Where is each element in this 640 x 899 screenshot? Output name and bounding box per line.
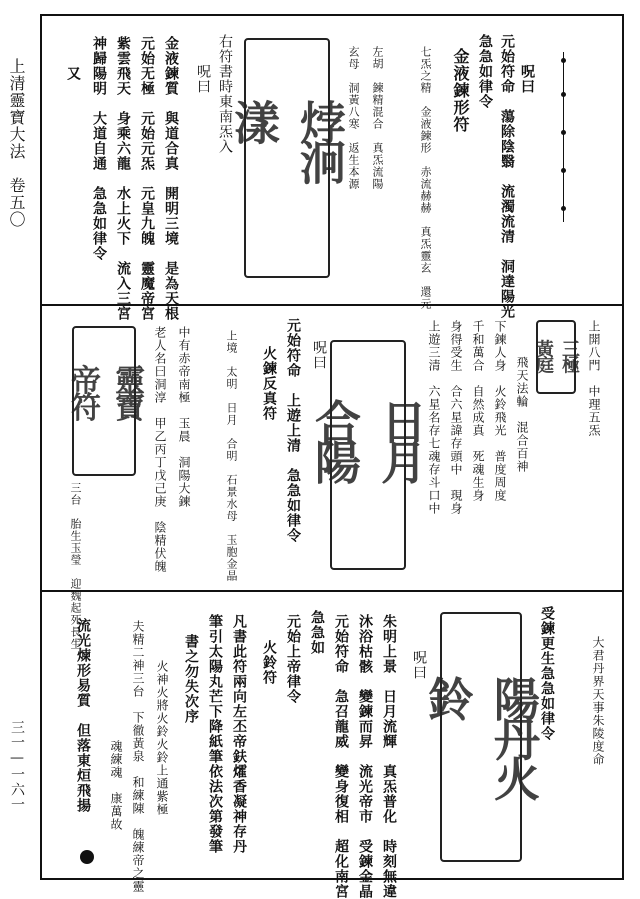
talisman-glyphs: 日月合陽: [308, 398, 428, 479]
mid-col-5: 身得受生 合六星諱存頭中 現身: [449, 320, 463, 515]
top-col-7: 右符書時東南炁入: [217, 34, 233, 154]
top-col-6: 玄母 洞黃八寒 返生本源: [347, 46, 360, 190]
bot-col-10: 筆引太陽丸芒下降紙筆依法次第發筆: [207, 614, 223, 854]
talisman-glyphs: 陽丹火鈴: [421, 675, 541, 796]
top-col-8: 呪曰: [195, 64, 211, 94]
bot-col-11: 書之勿失次序: [183, 634, 199, 724]
mid-col-2: 飛天法輪 混合百神: [515, 356, 529, 473]
mid-col-11: 中有赤帝南極 玉晨 洞陽大鍊: [177, 326, 191, 508]
bot-col-5: 元始符命 急召龍威 變身復相 超化南宮: [333, 614, 349, 899]
talisman-seal-a: [227, 38, 347, 278]
bot-col-8: 火鈴符: [261, 640, 277, 685]
book-title-margin: 上清靈寶大法 卷五〇: [7, 58, 26, 228]
mid-col-1: 上開八門 中理五炁: [587, 320, 601, 437]
bot-col-3: 朱明上景 日月流輝 真炁普化 時刻無違: [381, 614, 397, 899]
top-col-2: 急急如律令: [477, 34, 493, 109]
star-mark: [561, 206, 566, 211]
talisman-glyphs: 㶿泂漾: [227, 99, 347, 179]
bot-heading-zhou: 呪曰: [411, 650, 427, 680]
mid-col-9: 火鍊反真符: [261, 346, 277, 421]
top-heading-zhou: 呪曰: [519, 64, 535, 94]
top-col-4: 七炁之精 金液鍊形 赤流赫赫 真炁靈玄 還元: [419, 46, 432, 310]
mid-col-12: 老人名曰洞淳 甲乙丙丁戊己庚 陰精伏魄: [153, 326, 167, 573]
mid-col-7: 呪曰: [311, 340, 327, 370]
mid-col-10: 上境 太明 日月 合明 石景水母 玉胞金晶: [225, 330, 238, 582]
bot-col-6: 急急如: [309, 610, 325, 655]
bot-col-14: 魂練魂 康萬故: [109, 740, 123, 831]
bot-col-4: 沐浴枯骸 變鍊而昇 流光帝市 受鍊金晶: [357, 614, 373, 899]
top-col-9: 金液鍊質 與道合真 開明三境 是為天根: [163, 36, 179, 321]
talisman-glyphs: 靈寶帝符: [65, 364, 144, 419]
talisman-seal-d: [65, 326, 144, 476]
talisman-seal-b: [533, 320, 580, 394]
bot-col-1: 大君丹界天事朱陵度命: [591, 636, 605, 766]
mid-col-8: 元始符命 上遊上清 急急如律令: [285, 318, 301, 543]
divider-lower: [40, 590, 624, 592]
bot-col-7: 元始上帝律令: [285, 614, 301, 704]
bot-col-13: 夫精二神三台 下徹黃泉 和練陳 魄練帝之靈: [131, 620, 145, 893]
top-col-1: 元始符命 蕩除陰翳 流濁流清 洞達陽光: [499, 34, 515, 319]
top-col-5: 左胡 鍊精混合 真炁流陽: [371, 46, 384, 190]
mid-col-13: 三台 胎生玉瑩 迎魏起死長生: [69, 482, 82, 650]
bot-col-9: 凡書此符兩向左丕帝鈇㸌香凝神存丹: [231, 614, 247, 854]
talisman-seal-e: [421, 612, 541, 862]
star-mark: [561, 92, 566, 97]
star-mark: [561, 168, 566, 173]
star-mark: [561, 130, 566, 135]
mid-col-4: 千和萬合 自然成真 死魂生身: [471, 320, 485, 502]
talisman-glyphs: 三極黃庭: [533, 339, 580, 372]
bot-col-2: 受鍊更生急急如律令: [539, 606, 555, 741]
bot-col-12: 火神火將火鈴火鈴上通紫極: [155, 660, 169, 816]
star-line-top: [563, 52, 564, 222]
mid-col-6: 上遊三清 六星名存七魂存斗口中: [427, 320, 441, 515]
top-fu-title: 金液鍊形符: [451, 48, 470, 133]
page-number-margin: 三一—一六一: [9, 720, 25, 812]
top-col-12: 神歸陽明 大道自通 急急如律令: [91, 36, 107, 261]
mid-col-3: 下鍊人身 火鈴飛光 普度周度: [493, 320, 507, 502]
top-col-11: 紫雲飛天 身乘六龍 水上火下 流入三宮: [115, 36, 131, 321]
ink-dot: [80, 850, 94, 864]
star-mark: [561, 58, 566, 63]
bot-col-15: 流光煉形易質 但落東烜飛揚: [75, 618, 91, 813]
top-col-10: 元始无極 元始元炁 元皇九魄 靈魔帝宮: [139, 36, 155, 321]
top-col-13: 又: [65, 66, 81, 81]
